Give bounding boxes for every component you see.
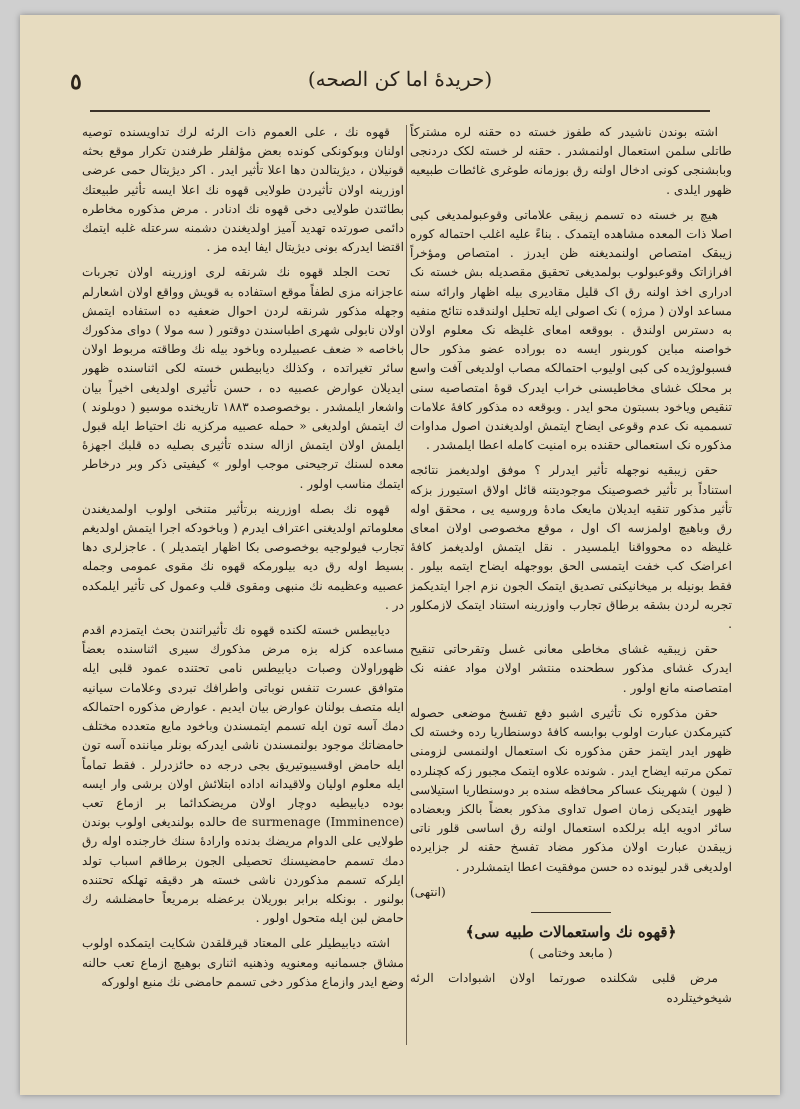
newspaper-page [20, 15, 780, 1095]
section-title: ﴿قهوه نك واستعمالات طبيه سى﴾ [465, 922, 677, 941]
end-mark: (انتهی) [410, 884, 446, 899]
paragraph: هیچ بر خسته ده تسمم زیبقی علاماتی وقوعبولمدیغی کبی اصلا ذات المعده مشاهده ایتمدک . بناءً علیه اغلب احتماله کوره زیبقک امتصاص اولنمدیغنه ظن ایدرز . امتصاص ومؤخراً افرازاتک وقوعبولوب بولمدیغی تحقیق مقصدیله بش خسته نک ادراری اخذ اولنه رق اک قلیل مقادیری بیله اظهار وارائه سنه مساعد اولان ( مرژه ) نک اصولی ایله تحلیل اولندقده نتائج منفیه به دسترس اولندق . بووقعه امعای غلیظه نک معلوم اولان خواصنه مباین کوربنور ایسه ده بوراده عضو مذکور حال فسبولوژیده کی کبی اولیوب احتمالکه مصاب اولدیغی آفت واسع بر محلک غشای مخاطیسنی خراب ایدرک قوهٔ امتصاصیه سنی تنقیص ویاخود بسبتون محو ایدر . وبوقعه ده مذکور کافهٔ علامات تسممیه نک عدم وقوعی ایضاح ایتمش اولدیغندن اصول مداوات مذکوره نک استعمالی حقنده بره امنیت کامله اعطا ایلمشدر . [410, 207, 732, 453]
paragraph: حقن مذکوره نک تأثیری اشبو دفع تفسخ موضعی حصوله کتیرمکدن عبارت اولوب بوابسه کافهٔ دوسنطاریا رده وخسته لک ظهور ایدر ایتمز حقن مذکوره نک استعمال اولنمسی لزومنی تمکن مرتبه ایضاح ایدر . شونده علاوه ایتمک مجبور زکه کچنلرده ( لیون ) شهرینک عساکر محافظه سنده بر دوسنطاریا استیلاسی ظهور ایتدیکی زمان اصول تداوی مذکور بعضاً بالکز وبعضاده سائر ادویه ایله برلکده استعمال اولنه رق اساسی قلور ناتی زیبقدن عبارت اولان مذکور مضاد تفسخ حقنه لر جزایرده اولدیغی قدر لیونده ده حسن موفقیت اعطا ایتمشلردر . [410, 705, 732, 874]
column-divider [406, 125, 407, 1045]
paragraph: قهوه نك ، على العموم ذات الرئه لرك تداویسنده توصیه اولنان وبوکونکی کونده بعض مؤلفلر طرفندن تکرار موقع بحثه قونیلان ، دیژیتالدن دها اعلا تأثیر ایدر . اکر دیژیتال حمی عرضی اوزرینه اولان تأثیردن طولایی قهوه نك اعلا ایسه تأثیر طبیعتك بطائتدن طولایی دخی قهوه نك ادنادر . مرض مذکوره مخاطره دائمی صورتده تهدید آمیز اولدیغندن دشمنه سرعتله غلبه ایتمك اقتضا ایدرکه بونی دیژیتال ایفا ایده مز . [82, 125, 404, 255]
left-column [82, 123, 404, 1055]
page-number: ٥ [70, 69, 82, 95]
paragraph: دیابیطس خسته لکنده قهوه نك تأثیراتندن بحث ایتمزدم اقدم مساعده کزله بزه مرض مذکورك سیری اثناسنده بعضاً ظهوراولان وصبات دیابیطس نامی تحتنده عمود قلبی ایله متوافق عسرت تنفس نوباتی واطرافك تبردی وعلامات سیانیه ایله متصف بولنان عوارض بیان ایدیم . عوارض مذکوره احتمالکه دمك آسه تون ایله تسمم ایتمسندن وباخود مایع متعدده مختلف حامضاتك موجود بولنمسندن ناشی ایدرکه بونلر میاننده آسه تون ایله حامض اوقسیبوتیریق بجی درجه ده حائزدرلر . فقط تماماً ایله معلوم اولیان ولاقیدانه اداده ابتلائش اولان برشی وار ایسه بوده دیابیطیه دوچار اولان مریضکدائما بر ازماع تعب (Imminence) de surmenage حالده بولندیغی اولوب بوندن طولایی علی الدوام مریضك بدنده وارادهٔ سنك خارجنده اوله رق دمك تسمم حامضیسنك تحصیلی الجون برطاقم اسباب تولد ایلرکه تسمم مذکوردن ناشی خسته هر دقیقه تهلکه تحتنده بولنور . بونکله برابر بوریلان برعضله برمریعاً حامضلشه رك حامض لبن ایله متحول اولور . [82, 623, 404, 926]
section-separator [531, 912, 611, 913]
paragraph: حقن زیبقیه نوجهله تأثیر ایدرلر ؟ موفق اولدیغمز نتائجه استناداً بر تأثیر خصوصینک موجودیتنه قائل اولاق استیورز بزکه تأثیر مذکور تنقیه ایدیلان مایعک مادهٔ وروسیه یی ، محقق اوله رق وباهیچ اولمزسه اک اول ، موقع مخصوصی اولان امعای غلیظه ده محوواقنا ایلمسیدر . نقل ایتمش اولدیغمز کافهٔ اعراضک کب خفت ایتمسی الحق بووجهله ایضاح ایتمه بیلور . فقط بونیله بر میخانیکنی تصدیق ایتمک الجون نزم اجرا ایتدیکمز تجربه لردن بشقه برطاق تجارب واوزرینه استناد ایتمک لازمکلور . [410, 463, 732, 632]
paragraph: قهوه نك بصله اوزرینه برتأثیر متنخی اولوب اولمدیغندن معلوماتم اولدیغنی اعتراف ایدرم ( وباخودکه اجرا ایتمش اولدیغم تجارب فیولوجیه بوخصوصی بکا اظهار ایتمدیلر ) . عاجزلری دها بسیط اوله رق دیه بیلورمکه قهوه نك مقوی عمومی وجمله عصبیه وعظیمه نك منبهی ومقوی قلب وعمول کی تأثیر ایلمکده در . [82, 501, 404, 612]
right-column [410, 123, 732, 1055]
paragraph: اشته بوندن ناشیدر که طفوز خسته ده حقنه لره مشترکاً طاتلی سلمن استعمال اولنمشدر . حقنه لر خسته لکک دردنجی وبابشنجی کونی ادخال اولنه رق بوزمانه طوغری غائطات طبیعیه ظهور ایلدی . [410, 125, 732, 197]
paragraph: مرض قلبی شکلنده صورتما اولان اشبوادات الرئه شیخوخیتلرده [410, 971, 732, 1005]
paragraph: حقن زیبقیه غشای مخاطی معانی غسل وتقرحاتی تنقیح ایدرک غشای مذکور سطحنده منتشر اولان مواد عفنه نک امتصاصنه مانع اولور . [410, 642, 732, 695]
paragraph: اشته دیابیطیلر علی المعتاد قیرقلقدن شکایت ایتمکده اولوب مشاق جسمانیه ومعنویه وذهنیه اثناری بوهیچ ازماع تعب حالنه وضع ایدر وازماع مذکور دخی تسمم حامضی نك منبع اولورکه [82, 936, 404, 989]
header-rule [90, 110, 710, 112]
section-subtitle: ( مابعد وختامی ) [529, 946, 613, 961]
page-header [60, 67, 740, 103]
running-title: (حریدهٔ اما کن الصحه) [307, 67, 493, 91]
paragraph: تحت الجلد قهوه نك شرنقه لری اوزرینه اولان تجربات عاجزانه مزی لطفاً موقع استفاده به قویش وواقع اولان اشعارلم وجهله مذکور شرنقه لردن احوال ضعفیه ده استفاده ایتمش اولان نابولی شهری اطباسندن دوقتور ( سه مولا ) دوای مذکورك باخاصه « ضعف عصبیلرده وباخود بیله نك وطاقته مربوط اولان سائر تغیراتده ، وکذلك دیابیطس خسته لکی اثناسنده ظهور ایدیلان عوارض عصبیه ده ، حسن تأثیری اولدیغی اخیراً بیان واشعار ایلمشدر . بوخصوصده ۱۸۸۳ تاریخنده موسیو ( دوبلوند ) ك ایتمش اولدیغی « حمله عصبیه مرکزیه نك احتیاط ایله قبول ایلمش اولان ایتمش ازاله سنده تأثیری بصلیه ده قلبك اجهزهٔ معده لسنك ترجیحنی موجب اولور » کیفیتی ذکر وبر درخاطر ایتمك مناسب اولور . [82, 265, 404, 491]
